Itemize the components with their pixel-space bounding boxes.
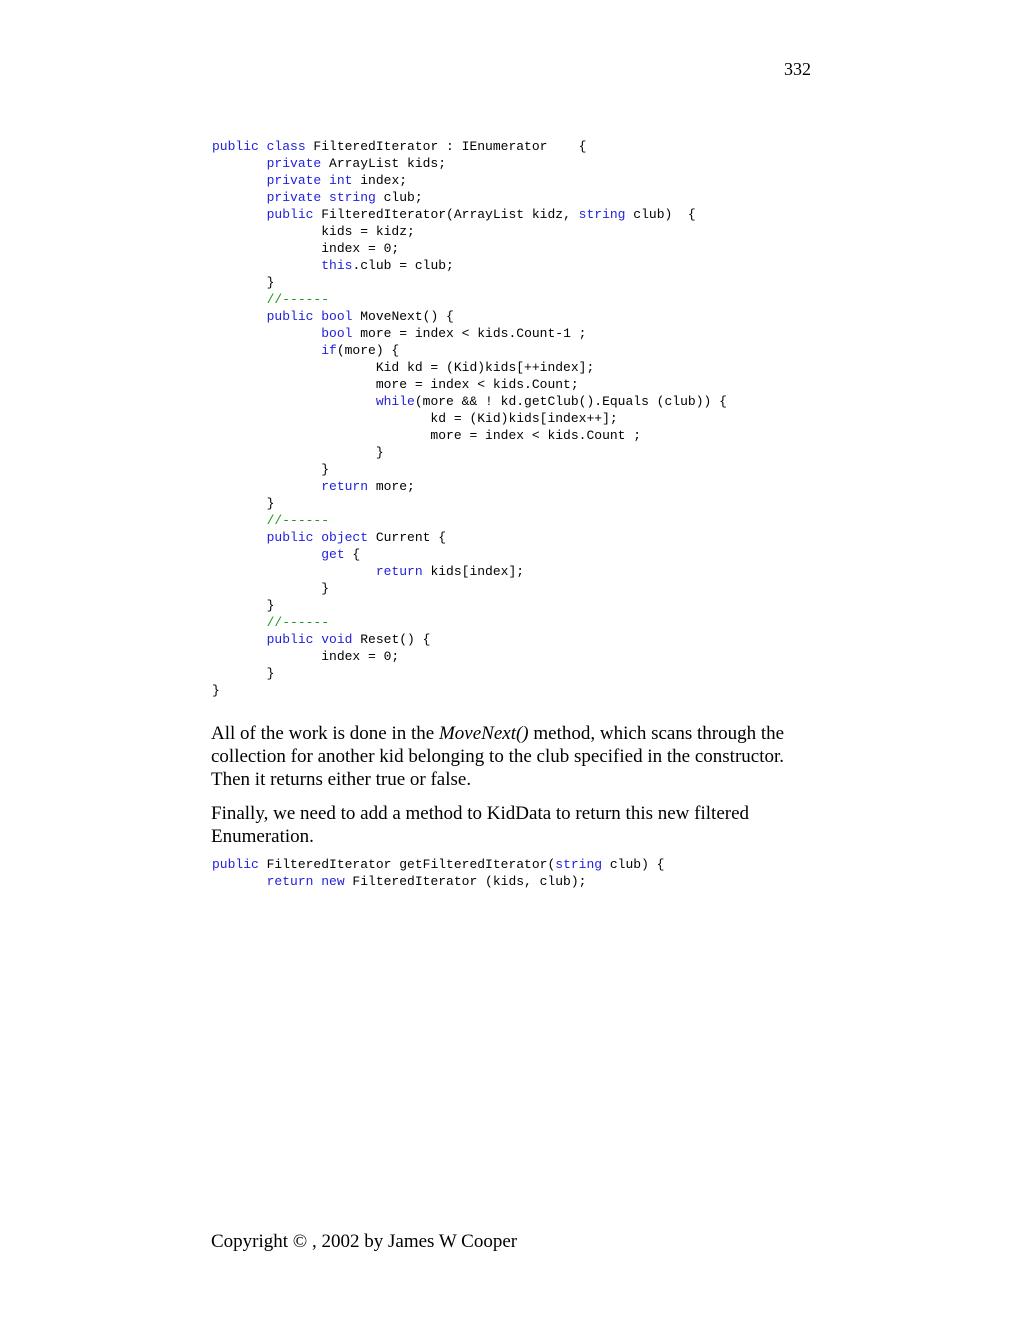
code-line <box>212 580 727 597</box>
code-keyword: public void <box>266 632 353 647</box>
code-text <box>212 632 267 647</box>
code-text <box>212 292 267 307</box>
code-text: club; <box>375 190 423 205</box>
code-keyword: public class <box>212 139 306 154</box>
code-text: more; <box>368 479 415 494</box>
code-line <box>212 138 727 155</box>
code-line <box>212 155 727 172</box>
code-text <box>212 343 321 358</box>
code-text <box>212 258 321 273</box>
paragraph-text: method, which scans through the collection for another kid belonging to the club specified in the constructor. Then it returns either true or false. <box>211 723 785 790</box>
code-line <box>212 393 727 410</box>
code-line <box>212 648 727 665</box>
code-keyword: private <box>266 156 322 171</box>
code-text <box>212 207 267 222</box>
code-text: (more) { <box>336 343 400 358</box>
code-text: more = index < kids.Count-1 ; <box>352 326 587 341</box>
code-text: .club = club; <box>352 258 454 273</box>
code-line <box>212 597 727 614</box>
method-name-emphasis: MoveNext() <box>438 723 529 744</box>
code-keyword: get <box>321 547 345 562</box>
code-text: kd = (Kid)kids[index++]; <box>212 411 618 426</box>
code-line <box>212 240 727 257</box>
code-keyword: this <box>321 258 353 273</box>
code-line <box>212 614 727 631</box>
code-text: (more && ! kd.getClub().Equals (club)) { <box>414 394 727 409</box>
code-text: more = index < kids.Count ; <box>212 428 642 443</box>
code-line <box>212 172 727 189</box>
code-keyword: public <box>212 857 259 872</box>
code-line <box>212 856 665 873</box>
code-text <box>212 513 267 528</box>
code-text: FilteredIterator getFilteredIterator( <box>258 857 556 872</box>
code-keyword: string <box>578 207 626 222</box>
code-line <box>212 461 727 478</box>
code-text: FilteredIterator(ArrayList kidz, <box>313 207 579 222</box>
code-text: club) { <box>602 857 665 872</box>
code-line <box>212 257 727 274</box>
code-comment: //------ <box>266 513 330 528</box>
paragraph-text: All of the work is done in the <box>211 723 439 744</box>
code-line <box>212 682 727 699</box>
code-text: MoveNext() { <box>352 309 454 324</box>
code-line <box>212 495 727 512</box>
code-line <box>212 665 727 682</box>
code-text <box>212 190 267 205</box>
code-keyword: private int <box>266 173 353 188</box>
code-keyword: return <box>375 564 423 579</box>
code-line <box>212 206 727 223</box>
code-text <box>212 530 267 545</box>
code-text <box>212 874 267 889</box>
code-line <box>212 342 727 359</box>
code-text: } <box>212 683 220 698</box>
code-line <box>212 359 727 376</box>
code-line <box>212 478 727 495</box>
code-keyword: string <box>555 857 603 872</box>
code-comment: //------ <box>266 292 330 307</box>
code-keyword: private string <box>266 190 376 205</box>
code-line <box>212 427 727 444</box>
code-keyword: if <box>321 343 337 358</box>
code-keyword: public bool <box>266 309 353 324</box>
code-text: Kid kd = (Kid)kids[++index]; <box>212 360 595 375</box>
code-comment: //------ <box>266 615 330 630</box>
code-text: FilteredIterator (kids, club); <box>344 874 587 889</box>
code-text: kids[index]; <box>422 564 525 579</box>
page-number: 332 <box>784 59 811 79</box>
code-text: } <box>212 666 275 681</box>
code-listing-get-filtered-iterator <box>212 856 665 890</box>
code-line <box>212 873 665 890</box>
code-text <box>212 156 267 171</box>
code-line <box>212 325 727 342</box>
code-text: } <box>212 275 275 290</box>
code-text: } <box>212 581 330 596</box>
code-line <box>212 376 727 393</box>
code-text: } <box>212 445 384 460</box>
code-text <box>212 615 267 630</box>
code-text: index = 0; <box>212 241 400 256</box>
code-text <box>212 173 267 188</box>
code-line <box>212 291 727 308</box>
code-line <box>212 529 727 546</box>
code-text <box>212 564 376 579</box>
code-line <box>212 223 727 240</box>
code-line <box>212 274 727 291</box>
code-text <box>212 479 321 494</box>
code-line <box>212 563 727 580</box>
code-text: } <box>212 496 275 511</box>
code-keyword: bool <box>321 326 353 341</box>
code-line <box>212 308 727 325</box>
code-line <box>212 512 727 529</box>
code-keyword: public object <box>266 530 369 545</box>
code-text: index; <box>352 173 408 188</box>
code-listing-filtered-iterator <box>212 138 727 699</box>
code-text <box>212 394 376 409</box>
code-text: { <box>344 547 361 562</box>
code-line <box>212 631 727 648</box>
code-text: Reset() { <box>352 632 431 647</box>
code-keyword: return <box>321 479 369 494</box>
code-text: Current { <box>368 530 447 545</box>
code-line <box>212 546 727 563</box>
code-keyword: return new <box>266 874 345 889</box>
code-text: club) { <box>625 207 696 222</box>
code-text <box>212 547 321 562</box>
code-line <box>212 444 727 461</box>
code-text: FilteredIterator : IEnumerator { <box>305 139 587 154</box>
code-line <box>212 410 727 427</box>
paragraph-kiddata-method: Finally, we need to add a method to KidData to return this new filtered Enumeration. <box>211 803 750 847</box>
code-text <box>212 309 267 324</box>
code-text: } <box>212 598 275 613</box>
code-line <box>212 189 727 206</box>
copyright-footer: Copyright © , 2002 by James W Cooper <box>211 1231 518 1252</box>
code-text: more = index < kids.Count; <box>212 377 579 392</box>
paragraph-movenext-explanation <box>211 722 811 791</box>
code-text: kids = kidz; <box>212 224 415 239</box>
code-text: index = 0; <box>212 649 400 664</box>
code-text: ArrayList kids; <box>321 156 447 171</box>
code-text: } <box>212 462 330 477</box>
code-text <box>212 326 321 341</box>
code-keyword: while <box>375 394 415 409</box>
code-keyword: public <box>266 207 314 222</box>
